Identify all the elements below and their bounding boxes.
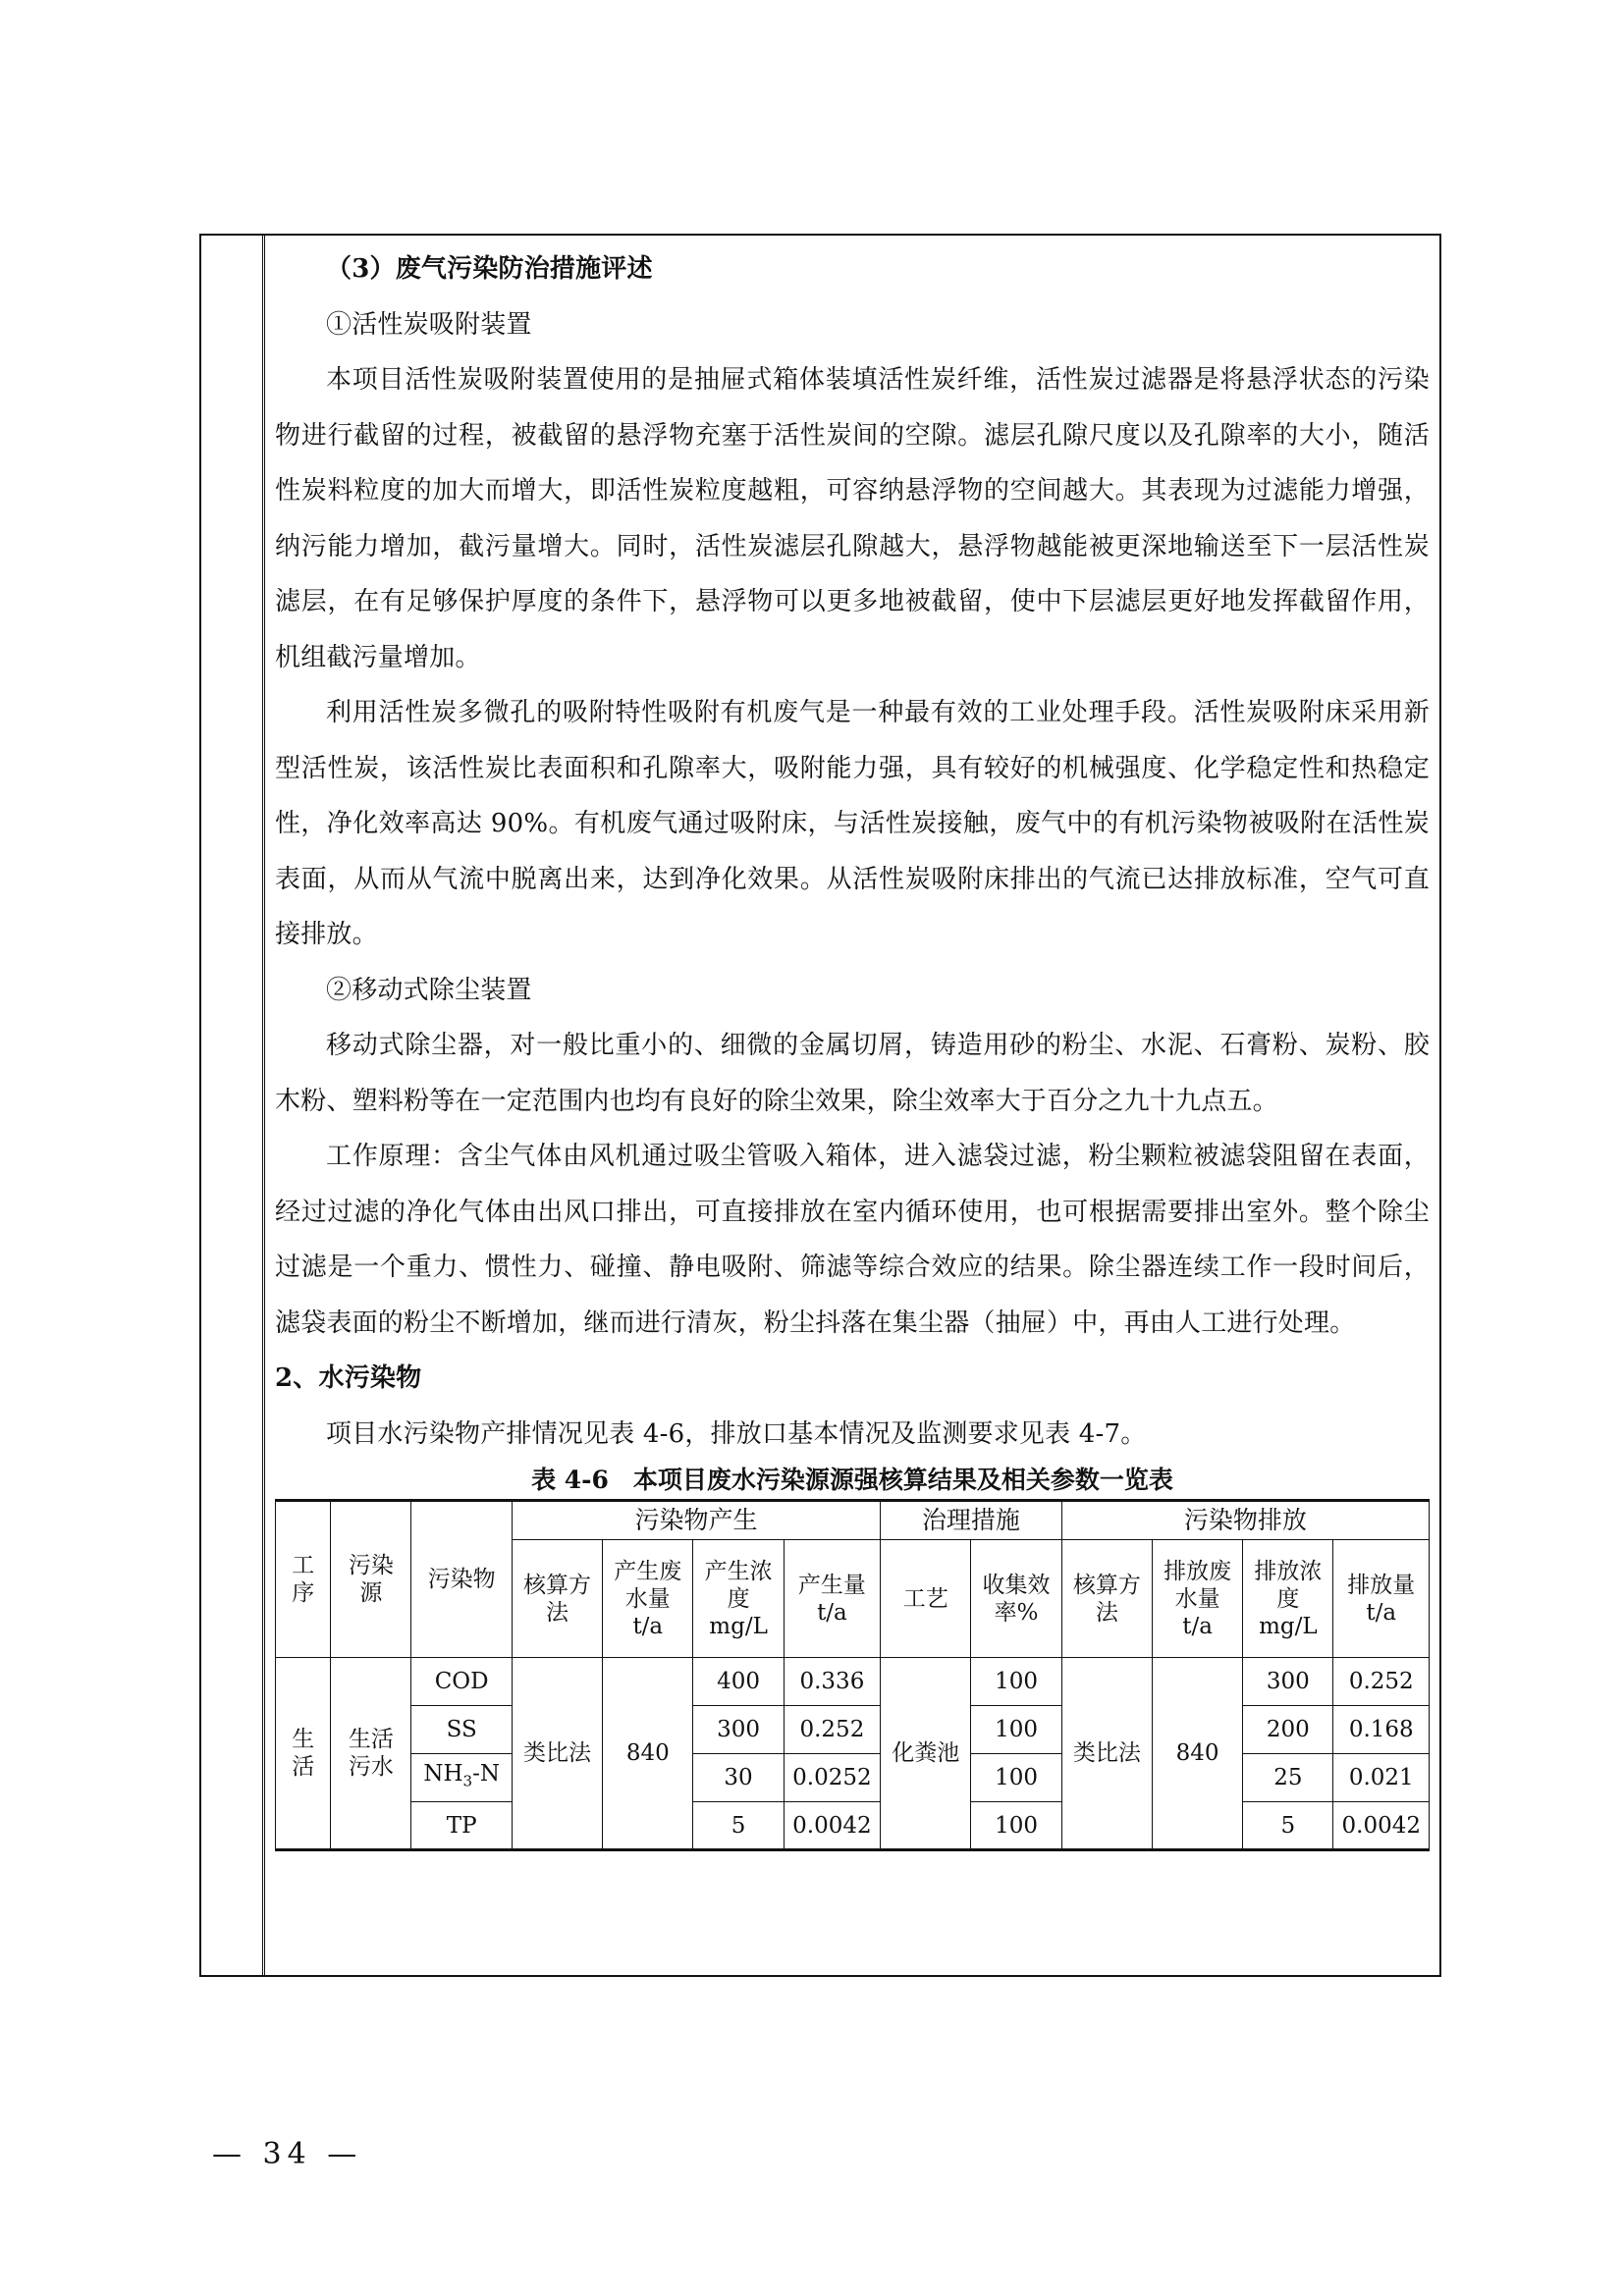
cell-dis-amount: 0.168 — [1333, 1706, 1430, 1754]
section-heading: 2、水污染物 — [275, 1363, 422, 1393]
header-dis-water: 排放废水量 t/a — [1152, 1540, 1242, 1658]
cell-dis-amount: 0.0042 — [1333, 1802, 1430, 1850]
pollutant-subscript: 3 — [462, 1772, 473, 1790]
cell-gen-conc: 400 — [693, 1658, 784, 1706]
header-gen-amount: 产生量 t/a — [784, 1540, 880, 1658]
header-gen-water: 产生废水量 t/a — [603, 1540, 693, 1658]
cell-dis-conc: 300 — [1243, 1658, 1333, 1706]
cell-pollutant: TP — [411, 1802, 513, 1850]
cell-gen-water: 840 — [603, 1658, 693, 1850]
cell-pollutant: SS — [411, 1706, 513, 1754]
cell-dis-amount: 0.252 — [1333, 1658, 1430, 1706]
paragraph: 移动式除尘器，对一般比重小的、细微的金属切屑，铸造用砂的粉尘、水泥、石膏粉、炭粉、胶木粉、塑料粉等在一定范围内也均有良好的除尘效果，除尘效率大于百分之九十九点五。 — [275, 1031, 1430, 1116]
content-area — [275, 236, 1430, 1851]
cell-gen-amount: 0.0042 — [784, 1802, 880, 1850]
cell-gen-conc: 300 — [693, 1706, 784, 1754]
cell-efficiency: 100 — [971, 1754, 1061, 1802]
header-craft: 工艺 — [881, 1540, 971, 1658]
paragraph: 本项目活性炭吸附装置使用的是抽屉式箱体装填活性炭纤维，活性炭过滤器是将悬浮状态的污染物进行截留的过程，被截留的悬浮物充塞于活性炭间的空隙。滤层孔隙尺度以及孔隙率的大小，随活性炭料粒度的加大而增大，即活性炭粒度越粗，可容纳悬浮物的空间越大。其表现为过滤能力增强，纳污能力增加，截污量增大。同时，活性炭滤层孔隙越大，悬浮物越能被更深地输送至下一层活性炭滤层，在有足够保护厚度的条件下，悬浮物可以更多地被截留，使中下层滤层更好地发挥截留作用，机组截污量增加。 — [275, 365, 1430, 672]
cell-efficiency: 100 — [971, 1706, 1061, 1754]
header-discharge: 污染物排放 — [1061, 1501, 1429, 1540]
subsection-title: ①活性炭吸附装置 — [326, 309, 532, 340]
cell-gen-amount: 0.336 — [784, 1658, 880, 1706]
header-generation: 污染物产生 — [512, 1501, 880, 1540]
cell-gen-method: 类比法 — [512, 1658, 602, 1850]
cell-dis-conc: 200 — [1243, 1706, 1333, 1754]
pollutant-main: NH — [423, 1761, 463, 1788]
header-dis-conc: 排放浓度 mg/L — [1243, 1540, 1333, 1658]
cell-dis-method: 类比法 — [1061, 1658, 1152, 1850]
left-column — [201, 236, 265, 1975]
cell-dis-conc: 5 — [1243, 1802, 1333, 1850]
header-efficiency: 收集效率% — [971, 1540, 1061, 1658]
section-heading: （3）废气污染防治措施评述 — [326, 254, 653, 284]
table-title: 表 4-6 本项目废水污染源源强核算结果及相关参数一览表 — [531, 1466, 1173, 1494]
header-treatment: 治理措施 — [881, 1501, 1062, 1540]
cell-dis-water: 840 — [1152, 1658, 1242, 1850]
header-dis-method: 核算方法 — [1061, 1540, 1152, 1658]
paragraph: 项目水污染物产排情况见表 4-6，排放口基本情况及监测要求见表 4-7。 — [326, 1418, 1147, 1449]
pollutant-tail: -N — [472, 1761, 500, 1788]
subsection-title: ②移动式除尘装置 — [326, 975, 532, 1005]
cell-efficiency: 100 — [971, 1802, 1061, 1850]
header-source: 污染源 — [331, 1501, 411, 1658]
cell-process: 生活 — [276, 1658, 331, 1850]
cell-efficiency: 100 — [971, 1658, 1061, 1706]
data-table — [275, 1499, 1430, 1851]
cell-gen-conc: 5 — [693, 1802, 784, 1850]
header-dis-amount: 排放量 t/a — [1333, 1540, 1430, 1658]
cell-craft: 化粪池 — [881, 1658, 971, 1850]
header-gen-conc: 产生浓度 mg/L — [693, 1540, 784, 1658]
cell-pollutant — [411, 1754, 513, 1802]
cell-gen-amount: 0.252 — [784, 1706, 880, 1754]
paragraph: 利用活性炭多微孔的吸附特性吸附有机废气是一种最有效的工业处理手段。活性炭吸附床采用新型活性炭，该活性炭比表面积和孔隙率大，吸附能力强，具有较好的机械强度、化学稳定性和热稳定性，净化效率高达 90%。有机废气通过吸附床，与活性炭接触，废气中的有机污染物被吸附在活性炭表面，从而从气流中脱离出来，达到净化效果。从活性炭吸附床排出的气流已达排放标准，空气可直接排放。 — [275, 698, 1430, 949]
cell-gen-amount: 0.0252 — [784, 1754, 880, 1802]
cell-pollutant: COD — [411, 1658, 513, 1706]
cell-dis-conc: 25 — [1243, 1754, 1333, 1802]
cell-gen-conc: 30 — [693, 1754, 784, 1802]
header-gen-method: 核算方法 — [512, 1540, 602, 1658]
cell-source: 生活污水 — [331, 1658, 411, 1850]
page-frame — [199, 234, 1441, 1977]
cell-dis-amount: 0.021 — [1333, 1754, 1430, 1802]
header-process: 工序 — [276, 1501, 331, 1658]
page-number: — 34 — — [212, 2137, 363, 2171]
paragraph: 工作原理：含尘气体由风机通过吸尘管吸入箱体，进入滤袋过滤，粉尘颗粒被滤袋阻留在表面，经过过滤的净化气体由出风口排出，可直接排放在室内循环使用，也可根据需要排出室外。整个除尘过滤是一个重力、惯性力、碰撞、静电吸附、筛滤等综合效应的结果。除尘器连续工作一段时间后，滤袋表面的粉尘不断增加，继而进行清灰，粉尘抖落在集尘器（抽屉）中，再由人工进行处理。 — [275, 1142, 1430, 1338]
header-pollutant: 污染物 — [411, 1501, 513, 1658]
